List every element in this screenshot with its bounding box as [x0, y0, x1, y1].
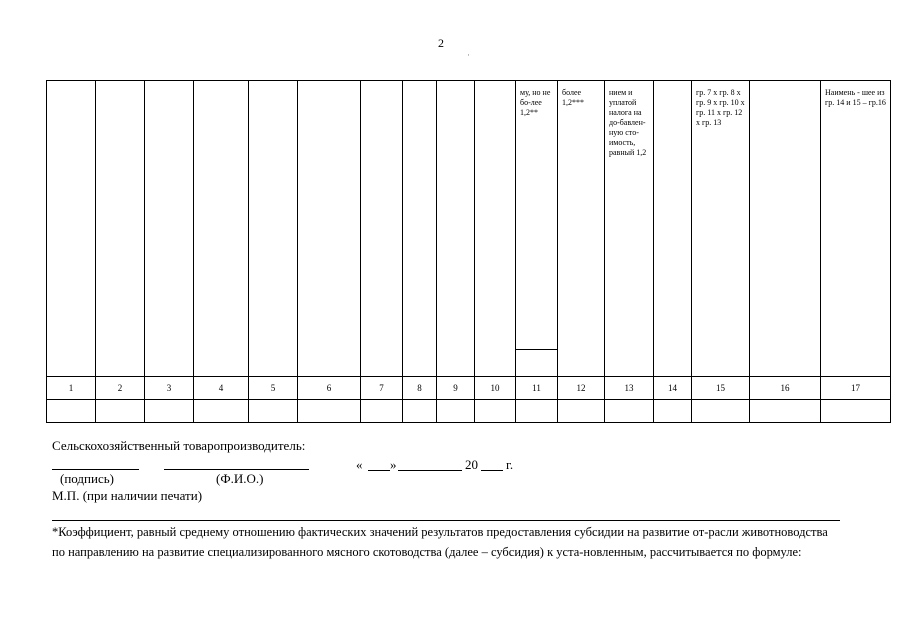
table-cell: [750, 400, 821, 423]
producer-label: Сельскохозяйственный товаропроизводитель:: [52, 438, 306, 453]
header-cell-6: [298, 81, 361, 377]
table-header-row: [47, 81, 891, 377]
stray-mark: ·: [467, 50, 470, 60]
table-cell: [194, 400, 249, 423]
header-cell-5: [249, 81, 298, 377]
table-cell: [821, 400, 891, 423]
header-cell-16: [750, 81, 821, 377]
table-cell: [298, 400, 361, 423]
header-cell-13: нием и уплатой налога на до-бавлен-ную сто-имость, равный 1,2: [605, 81, 654, 377]
column-number: 8: [403, 377, 437, 400]
table-cell: [403, 400, 437, 423]
column-number: 9: [437, 377, 475, 400]
column-number: 7: [361, 377, 403, 400]
stamp-label: М.П. (при наличии печати): [52, 488, 203, 503]
table-cell: [437, 400, 475, 423]
column-number: 13: [605, 377, 654, 400]
column-number: 2: [96, 377, 145, 400]
table-cell: [96, 400, 145, 423]
signature-line: [52, 469, 139, 470]
month-line: [398, 470, 462, 471]
header-cell-2: [96, 81, 145, 377]
column-number: 16: [750, 377, 821, 400]
year-suffix: г.: [506, 457, 514, 472]
day-line: [368, 470, 390, 471]
header-cell-8: [403, 81, 437, 377]
footnote-text: *Коэффициент, равный среднему отношению фактических значений результатов предоставления субсидии на развитие от-расли животноводства по направлению на развитие специализированного мясного скотоводства (далее – субсидия) к уста-новленным, рассчитывается по формуле:: [52, 525, 828, 559]
calculation-table: [46, 80, 891, 423]
header-cell-11: му, но не бо-лее 1,2**: [516, 81, 558, 377]
header-cell-7: [361, 81, 403, 377]
year-line: [481, 470, 503, 471]
column-number-row: [47, 377, 891, 400]
signature-caption: (подпись): [60, 471, 114, 486]
date-open-quote: «: [356, 457, 363, 472]
page-number: 2: [438, 36, 444, 50]
table-cell: [516, 400, 558, 423]
column-number: 14: [654, 377, 692, 400]
column-number: 15: [692, 377, 750, 400]
table-cell: [47, 400, 96, 423]
column-number: 17: [821, 377, 891, 400]
header-cell-9: [437, 81, 475, 377]
table-cell: [605, 400, 654, 423]
table-cell: [145, 400, 194, 423]
header-cell-14: [654, 81, 692, 377]
table-empty-row: [47, 400, 891, 423]
header-cell-12: более 1,2***: [558, 81, 605, 377]
column-number: 4: [194, 377, 249, 400]
header-cell-1: [47, 81, 96, 377]
table-cell: [361, 400, 403, 423]
date-close-quote: »: [390, 457, 397, 472]
table-cell: [249, 400, 298, 423]
table-cell: [558, 400, 605, 423]
fio-line: [164, 469, 309, 470]
column-number: 6: [298, 377, 361, 400]
header-cell-10: [475, 81, 516, 377]
footnote-separator: [52, 520, 840, 521]
table-cell: [654, 400, 692, 423]
column-number: 12: [558, 377, 605, 400]
header-cell-4: [194, 81, 249, 377]
table-cell: [475, 400, 516, 423]
column-number: 5: [249, 377, 298, 400]
header-cell-17: Наимень - шее из гр. 14 и 15 – гр.16: [821, 81, 891, 377]
table-cell: [692, 400, 750, 423]
header-cell-3: [145, 81, 194, 377]
column-number: 3: [145, 377, 194, 400]
cell-divider: [516, 349, 557, 350]
year-prefix: 20: [465, 457, 478, 472]
column-number: 11: [516, 377, 558, 400]
column-number: 10: [475, 377, 516, 400]
header-cell-15: гр. 7 х гр. 8 х гр. 9 х гр. 10 х гр. 11 х гр. 12 х гр. 13: [692, 81, 750, 377]
fio-caption: (Ф.И.О.): [216, 471, 264, 486]
column-number: 1: [47, 377, 96, 400]
